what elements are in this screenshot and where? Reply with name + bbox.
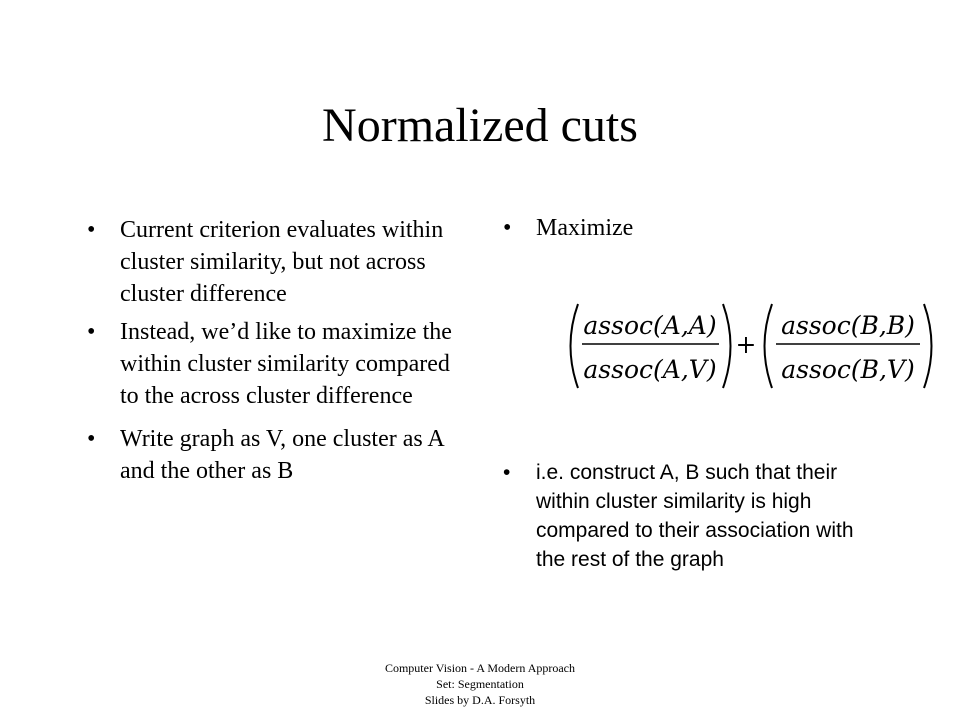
footer-line-3: Slides by D.A. Forsyth xyxy=(424,693,536,707)
bullet-write-graph: • Write graph as V, one cluster as A and the other as B xyxy=(87,423,467,487)
footer-line-2: Set: Segmentation xyxy=(436,677,524,691)
footer-line-1: Computer Vision - A Modern Approach xyxy=(384,661,576,675)
formula-plus: + xyxy=(735,330,757,359)
bullet-ie-construct: • i.e. construct A, B such that their within cluster similarity is high compared to their association with the rest of the graph xyxy=(503,458,883,574)
formula-term1-denominator: assoc(A,V) xyxy=(583,355,717,384)
formula-term2-denominator: assoc(B,V) xyxy=(781,355,915,384)
slide-footer xyxy=(0,660,960,708)
formula-term2-numerator: assoc(B,B) xyxy=(781,311,915,340)
formula-right-paren-1 xyxy=(723,304,731,388)
normalized-cut-formula xyxy=(560,296,950,396)
right-bullet-list-bottom xyxy=(503,458,883,574)
slide-title: Normalized cuts xyxy=(322,99,638,152)
formula-term1-numerator: assoc(A,A) xyxy=(583,311,717,340)
bullet-instead: • Instead, we’d like to maximize the within cluster similarity compared to the across cluster difference xyxy=(87,316,467,412)
left-bullet-list xyxy=(87,214,467,487)
formula-left-paren-1 xyxy=(571,304,579,388)
right-bullet-list-top xyxy=(503,212,893,244)
formula-left-paren-2 xyxy=(765,304,773,388)
bullet-maximize: • Maximize xyxy=(503,212,893,244)
formula-right-paren-2 xyxy=(924,304,932,388)
bullet-current-criterion: • Current criterion evaluates within cluster similarity, but not across cluster difference xyxy=(87,214,467,310)
